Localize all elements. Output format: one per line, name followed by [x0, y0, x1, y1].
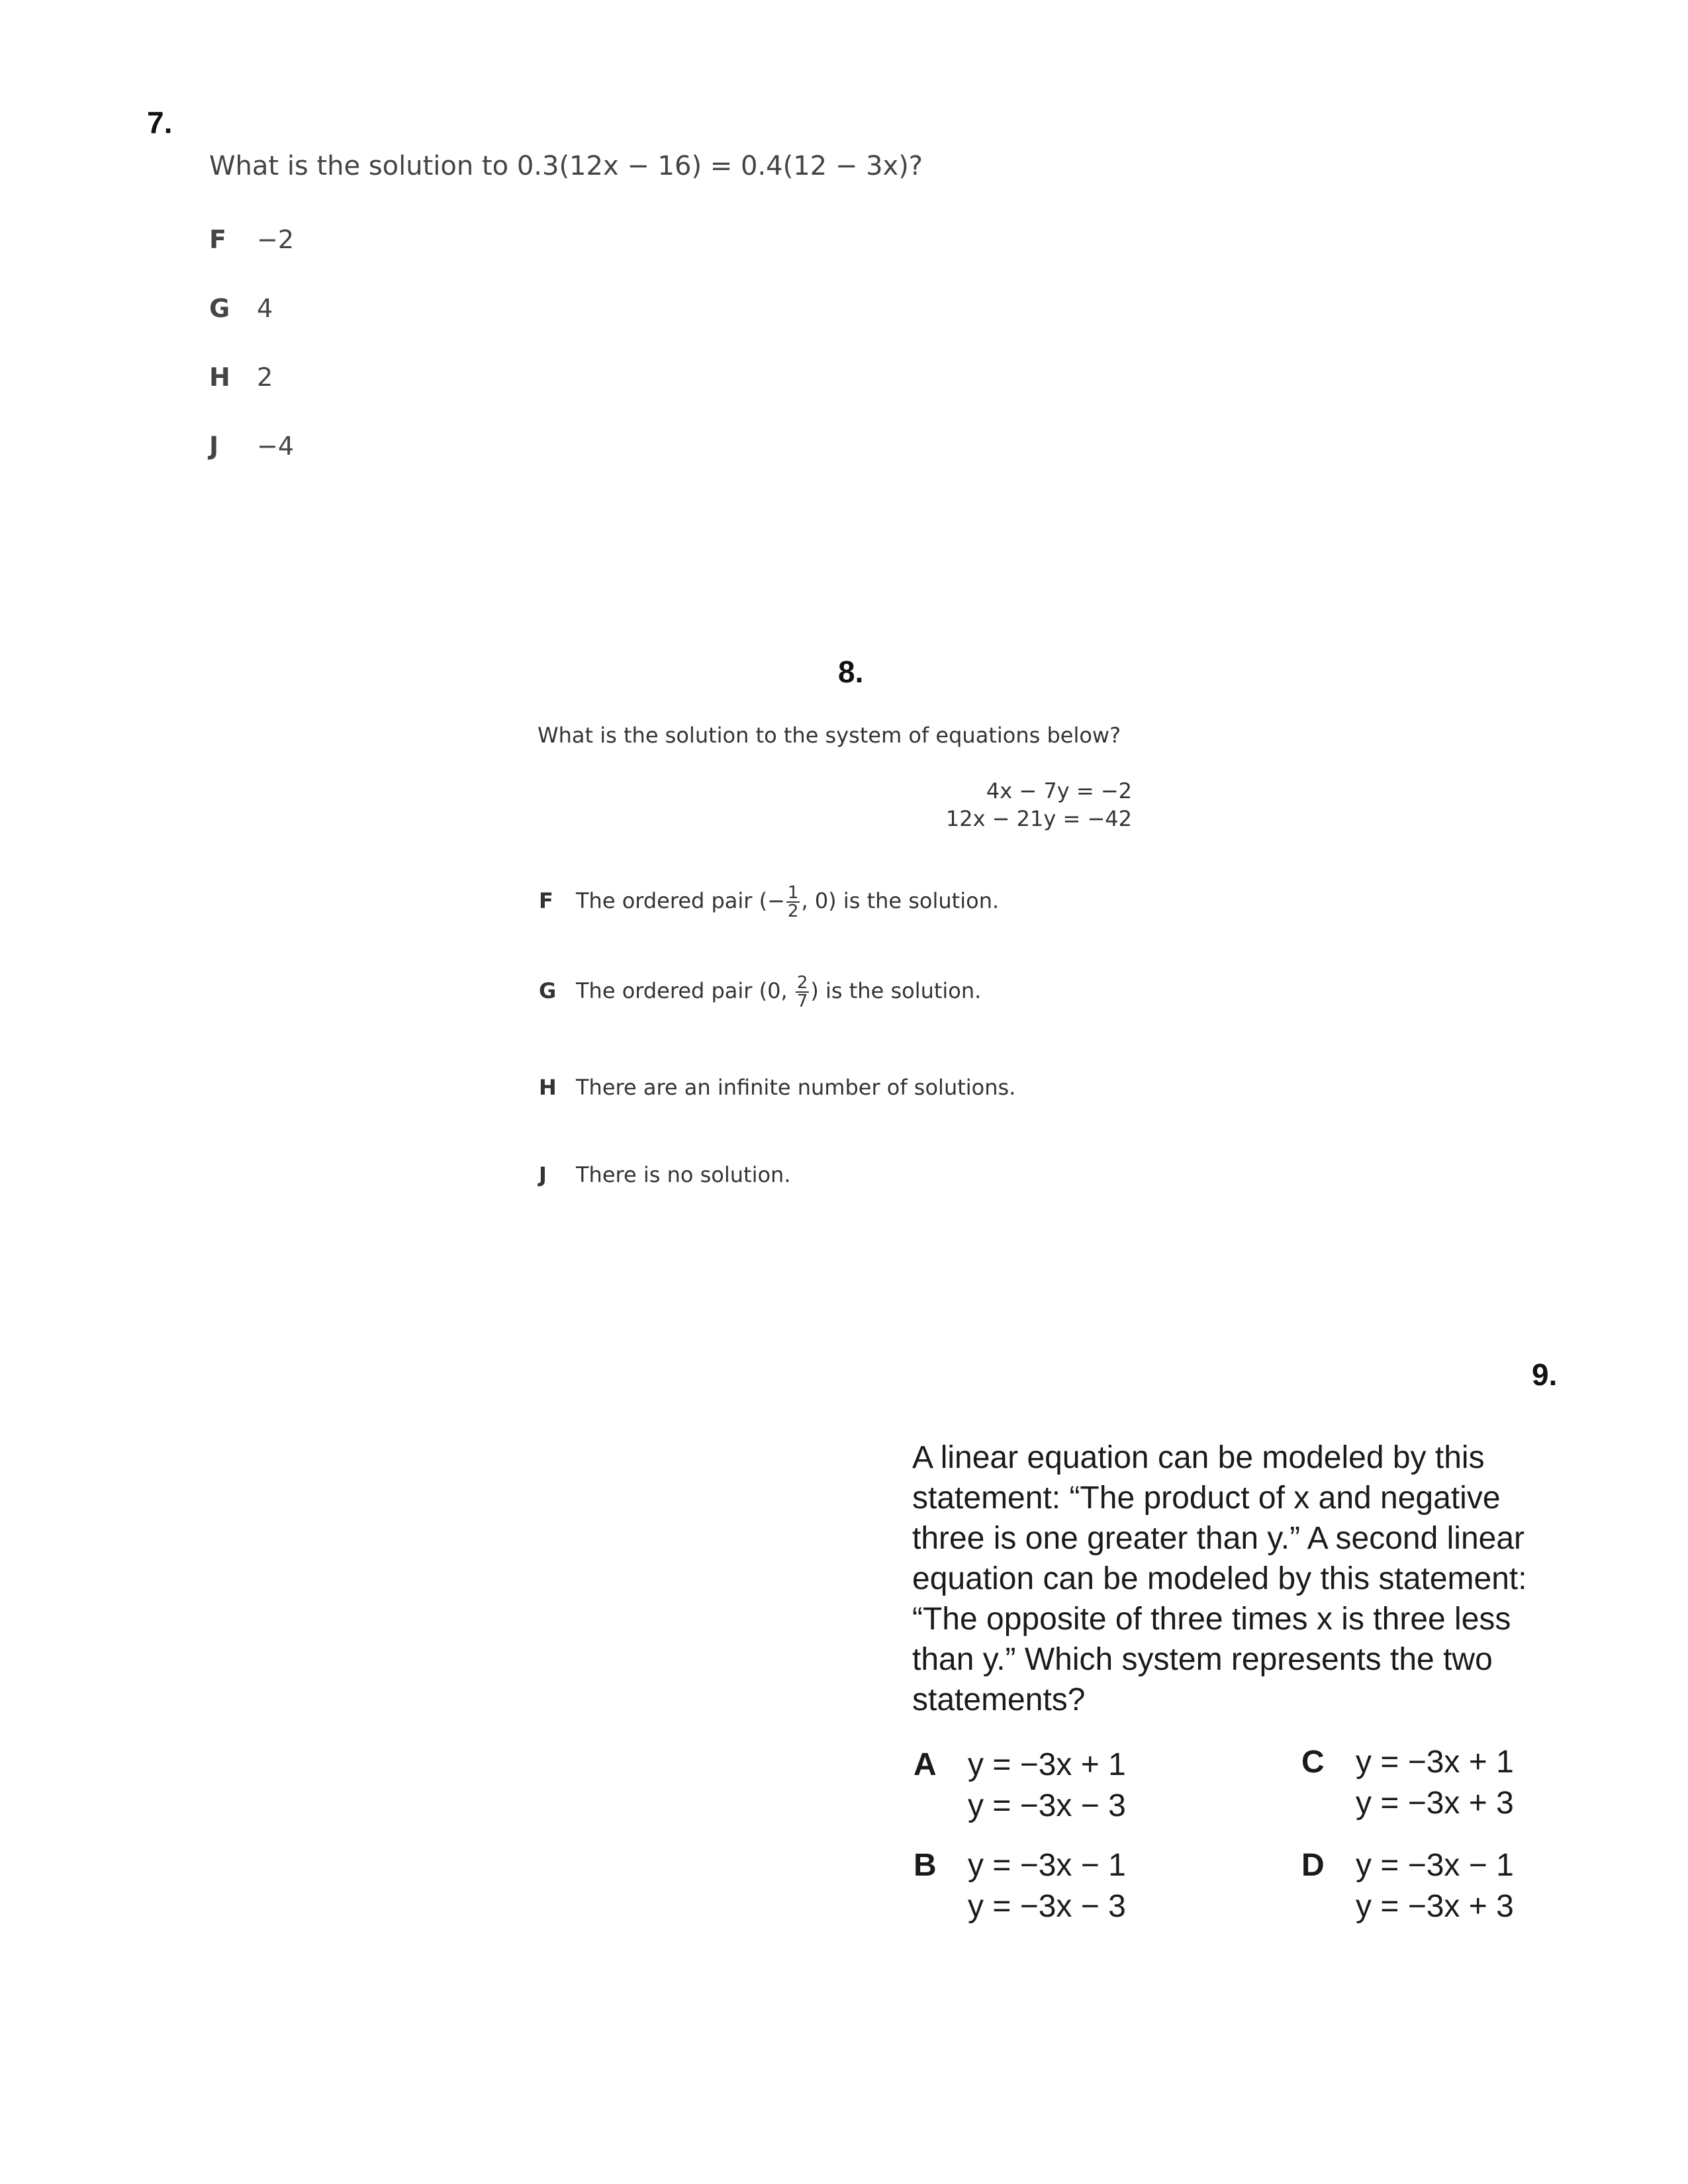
equation-1: 4x − 7y = −2: [986, 778, 1132, 803]
choice-equations: [968, 1845, 1126, 1927]
option-letter: H: [539, 1075, 557, 1100]
question-7-option-j[interactable]: [209, 432, 294, 461]
option-text: 4: [257, 294, 273, 323]
question-8-option-j[interactable]: [539, 1162, 790, 1187]
option-text-after: ) is the solution.: [810, 978, 982, 1003]
choice-letter: D: [1301, 1848, 1325, 1883]
question-7-option-f[interactable]: [209, 225, 294, 254]
choice-equation-1: y = −3x − 1: [968, 1848, 1126, 1883]
question-7-number: 7.: [147, 105, 173, 140]
choice-equations: [1356, 1742, 1514, 1824]
question-8-option-h[interactable]: [539, 1075, 1015, 1100]
fraction-numerator: 1: [787, 883, 799, 903]
question-9-choice-d[interactable]: [1301, 1845, 1553, 1931]
option-text-before: The ordered pair (−: [576, 888, 785, 913]
fraction-denominator: 7: [796, 991, 808, 1011]
option-text-before: The ordered pair (0,: [576, 978, 794, 1003]
choice-equations: [968, 1745, 1126, 1827]
fraction-numerator: 2: [796, 973, 808, 993]
question-8-stem: What is the solution to the system of equations below?: [538, 723, 1121, 748]
choice-equation-1: y = −3x + 1: [968, 1747, 1126, 1782]
option-letter: H: [209, 363, 230, 392]
equation-system: [914, 778, 1132, 831]
question-8-number: 8.: [838, 655, 864, 689]
option-letter: G: [209, 294, 230, 323]
choice-equations: [1356, 1845, 1514, 1927]
option-text: There are an infinite number of solutions.: [576, 1075, 1016, 1100]
choice-equation-2: y = −3x + 3: [1356, 1786, 1514, 1821]
question-9-choice-c[interactable]: [1301, 1742, 1553, 1828]
question-7-option-g[interactable]: [209, 294, 273, 323]
question-8-option-f[interactable]: [539, 884, 999, 920]
option-letter: J: [539, 1162, 547, 1187]
question-7-stem: What is the solution to 0.3(12x − 16) = 0.4(12 − 3x)?: [209, 151, 923, 181]
question-9-choice-a[interactable]: [914, 1745, 1165, 1831]
question-8-option-g[interactable]: [539, 974, 981, 1010]
choice-letter: B: [914, 1848, 937, 1883]
option-text: −4: [257, 432, 295, 461]
fraction: [796, 974, 810, 1010]
question-9-choice-b[interactable]: [914, 1845, 1165, 1931]
choice-letter: A: [914, 1747, 937, 1782]
question-9-stem: A linear equation can be modeled by this statement: “The product of x and negative three is one greater than y.” A second linear equation can be modeled by this statement: “The opposite of three times x is three less than y.” Which system represents the two statements?: [912, 1440, 1527, 1717]
option-text-after: , 0) is the solution.: [801, 888, 1000, 913]
option-text: 2: [257, 363, 273, 392]
choice-equation-2: y = −3x − 3: [968, 1788, 1126, 1823]
option-letter: J: [209, 432, 219, 461]
equation-2: 12x − 21y = −42: [945, 806, 1132, 831]
question-9-number: 9.: [1532, 1357, 1558, 1392]
choice-equation-1: y = −3x − 1: [1356, 1848, 1514, 1883]
fraction: [786, 884, 800, 920]
option-letter: F: [209, 225, 226, 254]
question-7-option-h[interactable]: [209, 363, 273, 392]
option-text: −2: [257, 225, 295, 254]
choice-letter: C: [1301, 1745, 1325, 1780]
option-letter: G: [539, 978, 557, 1003]
choice-equation-2: y = −3x + 3: [1356, 1889, 1514, 1924]
fraction-denominator: 2: [787, 901, 799, 921]
choice-equation-2: y = −3x − 3: [968, 1889, 1126, 1924]
option-letter: F: [539, 888, 553, 913]
option-text: There is no solution.: [576, 1162, 791, 1187]
choice-equation-1: y = −3x + 1: [1356, 1745, 1514, 1780]
